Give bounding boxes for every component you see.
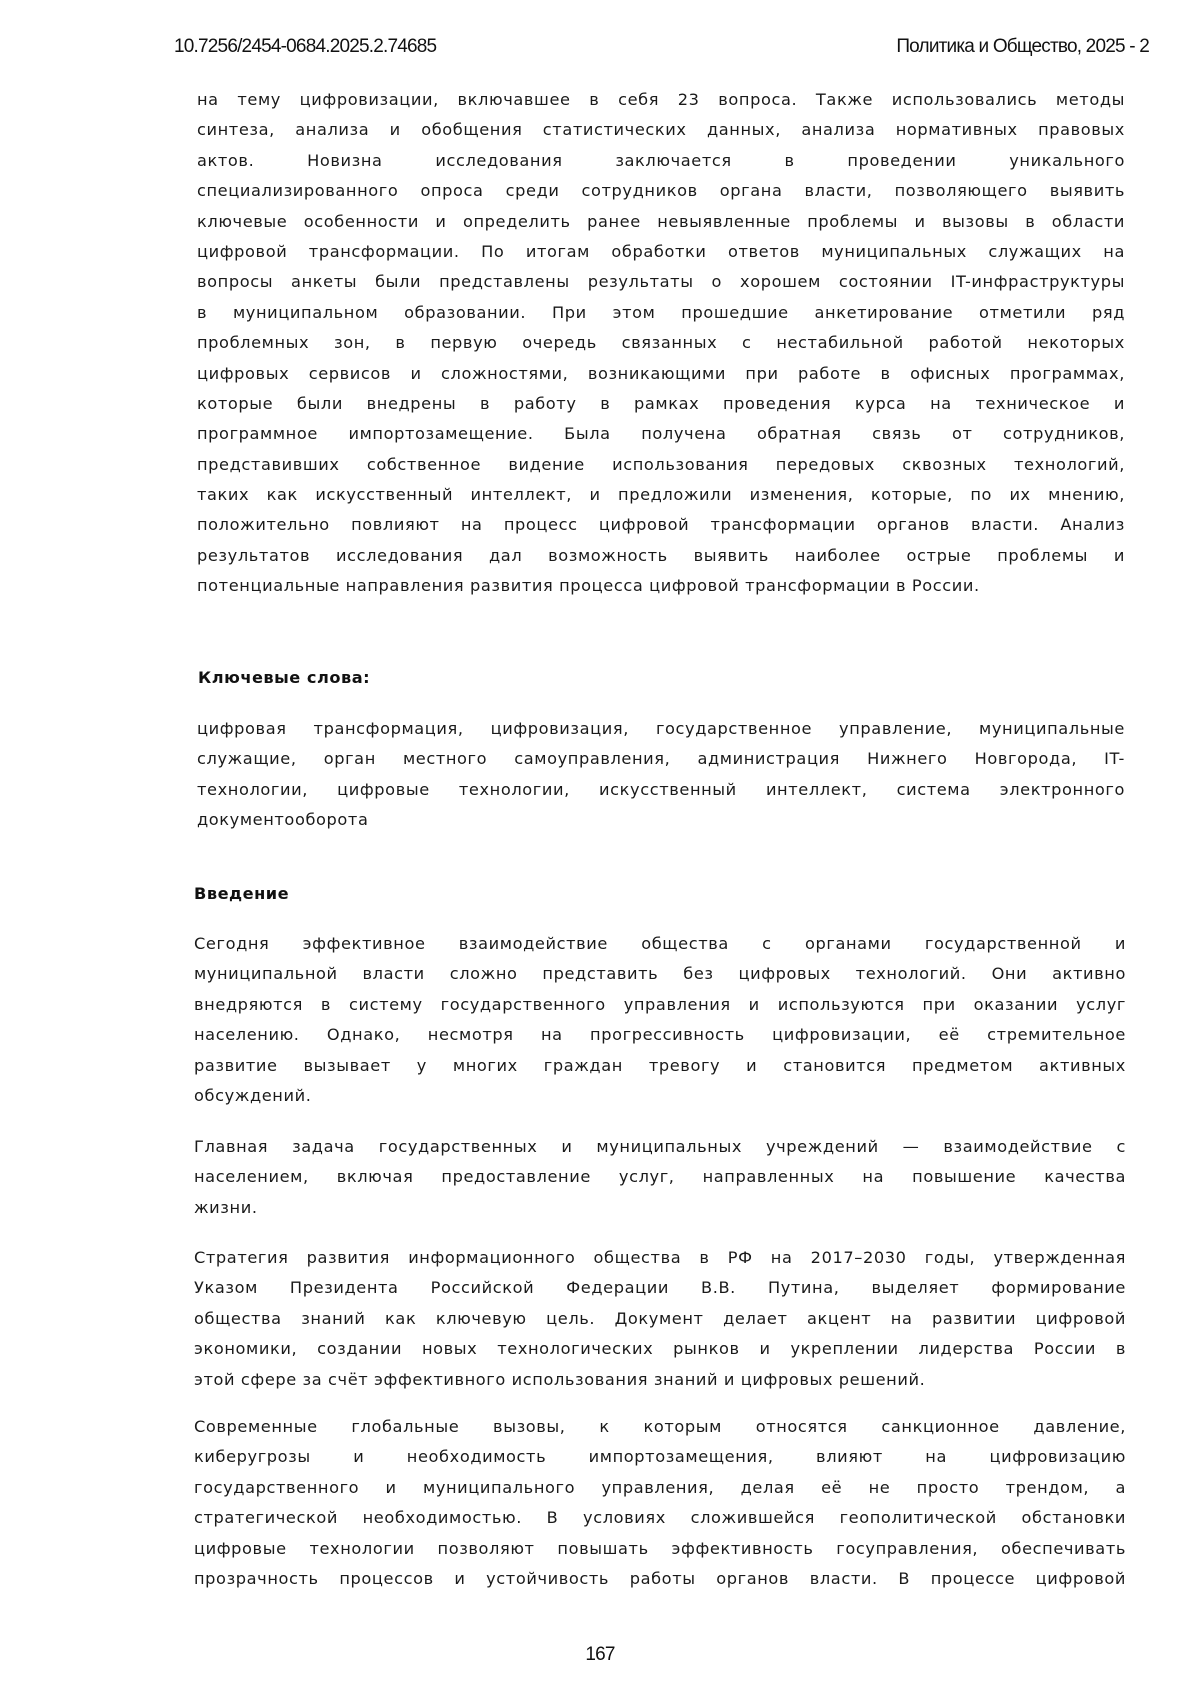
intro-paragraph-3: [194, 1243, 1126, 1395]
text-line: синтеза, анализа и обобщения статистических данных, анализа нормативных правовых: [197, 120, 1125, 140]
text-line: Стратегия развития информационного общества в РФ на 2017–2030 годы, утвержденная: [194, 1248, 1126, 1267]
text-line: Главная задача государственных и муниципальных учреждений — взаимодействие с: [194, 1137, 1126, 1156]
text-line: обсуждений.: [194, 1085, 312, 1105]
text-line: развитие вызывает у многих граждан тревогу и становится предметом активных: [194, 1055, 1126, 1075]
text-line: на тему цифровизации, включавшее в себя 23 вопроса. Также использовались методы: [197, 90, 1125, 109]
text-line: ключевые особенности и определить ранее невыявленные проблемы и вызовы в области: [197, 211, 1125, 231]
text-line: технологии, цифровые технологии, искусственный интеллект, система электронного: [197, 779, 1125, 799]
text-line: внедряются в систему государственного управления и используются при оказании услуг: [194, 994, 1126, 1014]
text-line: экономики, создании новых технологических рынков и укреплении лидерства России в: [194, 1339, 1126, 1359]
text-line: жизни.: [194, 1197, 258, 1217]
text-line: Современные глобальные вызовы, к которым относятся санкционное давление,: [194, 1417, 1126, 1436]
text-line: актов. Новизна исследования заключается в проведении уникального: [197, 150, 1125, 170]
text-line: цифровых сервисов и сложностями, возникающими при работе в офисных программах,: [197, 363, 1125, 383]
intro-paragraph-2: [194, 1132, 1126, 1223]
page-number: 167: [585, 1644, 615, 1665]
text-line: таких как искусственный интеллект, и предложили изменения, которые, по их мнению,: [197, 485, 1125, 505]
text-line: представивших собственное видение использования передовых сквозных технологий,: [197, 454, 1125, 474]
text-line: населению. Однако, несмотря на прогрессивность цифровизации, её стремительное: [194, 1025, 1126, 1045]
text-line: в муниципальном образовании. При этом прошедшие анкетирование отметили ряд: [197, 302, 1125, 322]
text-line: специализированного опроса среди сотрудников органа власти, позволяющего выявить: [197, 181, 1125, 201]
keywords-text: [197, 714, 1125, 836]
intro-paragraph-1: [194, 929, 1126, 1111]
text-line: цифровой трансформации. По итогам обработки ответов муниципальных служащих на: [197, 241, 1125, 261]
intro-paragraph-4: [194, 1412, 1126, 1594]
text-line: населением, включая предоставление услуг, направленных на повышение качества: [194, 1167, 1126, 1187]
text-line: цифровые технологии позволяют повышать эффективность госуправления, обеспечивать: [194, 1538, 1126, 1558]
text-line: которые были внедрены в работу в рамках проведения курса на техническое и: [197, 393, 1125, 413]
keywords-heading: Ключевые слова:: [198, 668, 371, 687]
text-line: этой сфере за счёт эффективного использования знаний и цифровых решений.: [194, 1369, 926, 1389]
text-line: общества знаний как ключевую цель. Документ делает акцент на развитии цифровой: [194, 1308, 1126, 1328]
text-line: вопросы анкеты были представлены результаты о хорошем состоянии IT-инфраструктуры: [197, 272, 1125, 292]
doi: 10.7256/2454-0684.2025.2.74685: [174, 36, 437, 57]
text-line: киберугрозы и необходимость импортозамещения, влияют на цифровизацию: [194, 1447, 1126, 1467]
text-line: государственного и муниципального управления, делая её не просто трендом, а: [194, 1477, 1126, 1497]
text-line: результатов исследования дал возможность выявить наиболее острые проблемы и: [197, 545, 1125, 565]
text-line: Указом Президента Российской Федерации В.В. Путина, выделяет формирование: [194, 1278, 1126, 1298]
journal-title: Политика и Общество, 2025 - 2: [896, 36, 1149, 57]
text-line: положительно повлияют на процесс цифровой трансформации органов власти. Анализ: [197, 515, 1125, 535]
text-line: прозрачность процессов и устойчивость работы органов власти. В процессе цифровой: [194, 1568, 1126, 1588]
text-line: служащие, орган местного самоуправления, администрация Нижнего Новгорода, IT-: [197, 749, 1125, 769]
text-line: цифровая трансформация, цифровизация, государственное управление, муниципальные: [197, 719, 1125, 738]
text-line: муниципальной власти сложно представить без цифровых технологий. Они активно: [194, 964, 1126, 984]
text-line: стратегической необходимостью. В условиях сложившейся геополитической обстановки: [194, 1508, 1126, 1528]
text-line: документооборота: [197, 810, 369, 830]
abstract-text: [197, 85, 1125, 602]
text-line: потенциальные направления развития процесса цифровой трансформации в России.: [197, 576, 980, 596]
text-line: программное импортозамещение. Была получена обратная связь от сотрудников,: [197, 424, 1125, 444]
intro-heading: Введение: [194, 884, 290, 903]
text-line: Сегодня эффективное взаимодействие общества с органами государственной и: [194, 934, 1126, 953]
text-line: проблемных зон, в первую очередь связанных с нестабильной работой некоторых: [197, 333, 1125, 353]
